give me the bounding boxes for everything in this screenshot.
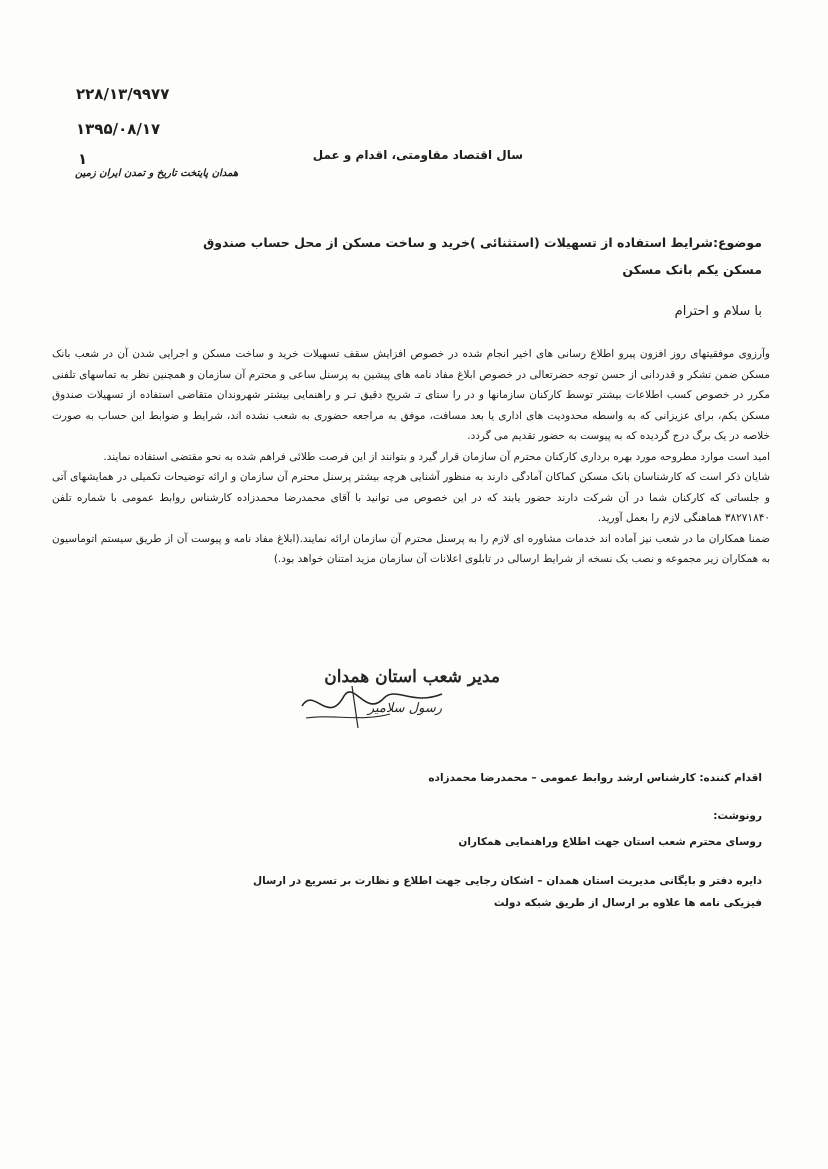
signature — [292, 656, 507, 734]
letter-date: ۱۳۹۵/۰۸/۱۷ — [76, 120, 161, 138]
letter-body — [52, 344, 770, 570]
cc-item-archive-line-1: دایره دفتر و بایگانی مدیریت استان همدان – اشکان رجایی جهت اطلاع و نظارت بر تسریع در ارسال — [252, 875, 762, 887]
city-slogan: همدان پایتخت تاریخ و تمدن ایران زمین — [75, 168, 239, 179]
body-paragraph-1: وآرزوی موفقیتهای روز افزون پیرو اطلاع رسانی های اخیر انجام شده در خصوص افزایش سقف تسهیلات خرید و ساخت مسکن و اجرایی شدن آن در شعب بانک مسکن ضمن تشکر و قدردانی از حسن توجه حضرتعالی در خصوص ابلاغ مفاد نامه های پیشین به پرسنل ساعی و محترم آن سازمان و همچنین نظر به تماسهای تلفنی مکرر در خصوص کسب اطلاعات بیشتر توسط کارکنان سازمانها و در را ستای تـ شریح دقیق تـر و راهنمایی بیشتر شهروندان متقاضی استفاده از تسهیلات صندوق مسکن یکم، برای عزیزانی که به واسطه محدودیت های اداری یا بعد مسافت، موفق به مراجعه حضوری به شعب نشده اند، شرایط و ضوابط این حساب به صورت خلاصه در یک برگ درج گردیده که به پیوست به حضور تقدیم می گردد. — [52, 348, 770, 442]
cc-item-archive-line-2: فیزیکی نامه ها علاوه بر ارسال از طریق شبکه دولت — [493, 897, 762, 909]
year-slogan: سال اقتصاد مقاومتی، اقدام و عمل — [312, 148, 523, 162]
body-paragraph-3: شایان ذکر است که کارشناسان بانک مسکن کماکان آمادگی دارند به منظور آشنایی هرچه بیشتر پرسنل محترم آن سازمان و ارائه توضیحات تکمیلی در همایشهای آتی و جلساتی که کارکنان شما در آن شرکت دارند حضور یابند که در این خصوص می توانید با آقای محمدرضا محمدزاده کارشناس روابط عمومی با شماره تلفن ۳۸۲۷۱۸۴۰ هماهنگی لازم را بعمل آورید. — [52, 471, 770, 524]
action-officer: اقدام کننده: کارشناس ارشد روابط عمومی – محمدرضا محمدزاده — [428, 772, 762, 784]
attachment-count: ۱ — [78, 150, 88, 168]
signature-image — [292, 656, 507, 734]
cc-item-branch-heads: روسای محترم شعب استان جهت اطلاع وراهنمایی همکاران — [458, 836, 762, 848]
letter-number: ۲۲۸/۱۳/۹۹۷۷ — [76, 85, 170, 103]
body-paragraph-4: ضمنا همکاران ما در شعب نیز آماده اند خدمات مشاوره ای لازم را به پرسنل محترم آن سازمان ارائه نمایند.(ابلاغ مفاد نامه و پیوست آن از طریق سیستم اتوماسیون به همکاران زیر مجموعه و نصب یک نسخه از شرایط ارسالی در تابلوی اعلانات آن سازمان مزید امتنان خواهد بود.) — [52, 532, 770, 565]
subject-line-2: مسکن یکم بانک مسکن — [622, 262, 762, 277]
signature-flourish — [352, 686, 358, 728]
cc-heading: رونوشت: — [713, 810, 762, 822]
signature-name: رسول سلامیر — [367, 701, 442, 716]
body-paragraph-2: امید است موارد مطروحه مورد بهره برداری کارکنان محترم آن سازمان قرار گیرد و بتوانند از این فرصت طلائی فراهم شده به نحو مقتضی استفاده نمایند. — [103, 450, 770, 463]
signature-title: مدیر شعب استان همدان — [324, 667, 500, 687]
greeting: با سلام و احترام — [674, 304, 762, 319]
subject-line-1: موضوع:شرایط استفاده از تسهیلات (استثنائی )خرید و ساخت مسکن از محل حساب صندوق — [203, 235, 762, 250]
